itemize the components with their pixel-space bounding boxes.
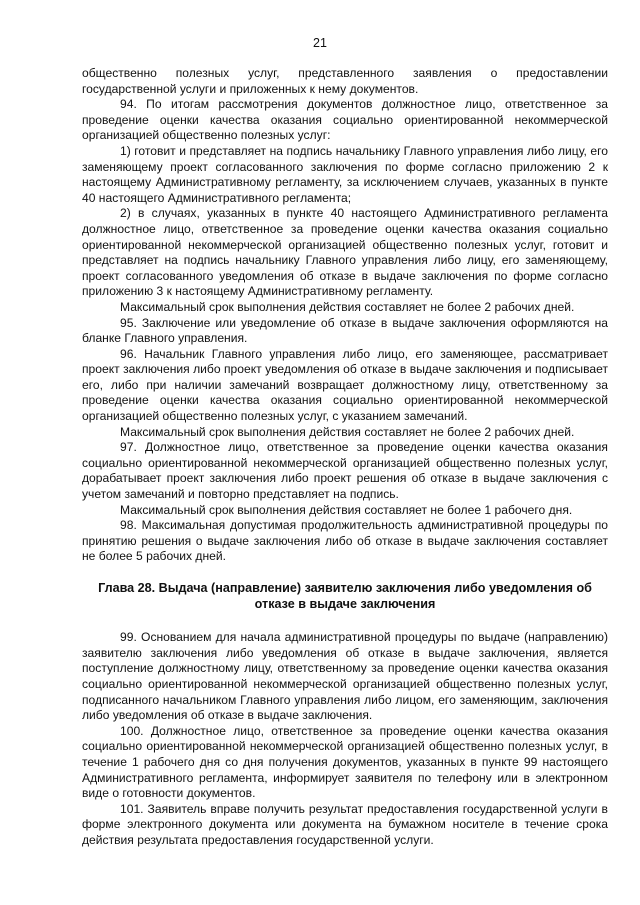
- paragraph-99: 99. Основанием для начала административной процедуры по выдаче (направлению) заявителю заключения либо уведомления об отказе в выдаче заключения, является поступление должностному лицу, ответственному за проведение оценки качества оказания социально ориентированной некоммерческой организацией общественно полезных услуг, подписанного начальником Главного управления либо лицом, его заменяющим, заключения либо уведомления об отказе в выдаче заключения.: [82, 630, 608, 723]
- paragraph-deadline: Максимальный срок выполнения действия составляет не более 1 рабочего дня.: [120, 502, 573, 517]
- paragraph-94-item-2: 2) в случаях, указанных в пункте 40 настоящего Административного регламента должностное лицо, ответственное за проведение оценки качества оказания социально ориентированной некоммерческой организацией общественно полезных услуг, готовит и представляет на подпись начальнику Главного управления либо лицу, его заменяющему, проект согласованного уведомления об отказе в выдаче заключения по форме согласно приложению 3 к настоящему Административному регламенту.: [82, 206, 608, 299]
- paragraph-deadline: Максимальный срок выполнения действия составляет не более 2 рабочих дней.: [120, 424, 575, 439]
- paragraph-98: 98. Максимальная допустимая продолжительность административной процедуры по принятию решения о выдаче заключения либо об отказе в выдаче заключения составляет не более 5 рабочих дней.: [82, 518, 608, 564]
- paragraph-96: 96. Начальник Главного управления либо лицо, его заменяющее, рассматривает проект заключения либо проект уведомления об отказе в выдаче заключения и подписывает его, либо при наличии замечаний возвращает должностному лицу, ответственному за проведение оценки качества оказания социально ориентированной некоммерческой организацией общественно полезных услуг, с указанием замечаний.: [82, 346, 608, 424]
- paragraph-97: 97. Должностное лицо, ответственное за проведение оценки качества оказания социально ориентированной некоммерческой организацией общественно полезных услуг, дорабатывает проект заключения либо проект решения об отказе в выдаче заключения с учетом замечаний и повторно представляет на подпись.: [82, 440, 608, 502]
- paragraph-94-item-1: 1) готовит и представляет на подпись начальнику Главного управления либо лицу, его заменяющему проект согласованного заключения по форме согласно приложению 2 к настоящему Административному регламенту, за исключением случаев, указанных в пункте 40 настоящего Административного регламента;: [82, 143, 608, 205]
- paragraph-94: 94. По итогам рассмотрения документов должностное лицо, ответственное за проведение оценки качества оказания социально ориентированной некоммерческой организацией общественно полезных услуг:: [82, 97, 608, 143]
- paragraph-100: 100. Должностное лицо, ответственное за проведение оценки качества оказания социально ориентированной некоммерческой организацией общественно полезных услуг, в течение 1 рабочего дня со дня получения документов, указанных в пункте 99 настоящего Административного регламента, информирует заявителя по телефону или в электронном виде о готовности документов.: [82, 723, 608, 801]
- chapter-title: Глава 28. Выдача (направление) заявителю заключения либо уведомления об отказе в выдаче заключения: [98, 581, 592, 611]
- document-body: [82, 66, 608, 849]
- paragraph-95: 95. Заключение или уведомление об отказе в выдаче заключения оформляются на бланке Главного управления.: [82, 315, 608, 346]
- paragraph-101: 101. Заявитель вправе получить результат предоставления государственной услуги в форме электронного документа или документа на бумажном носителе в течение срока действия результата предоставления государственной услуги.: [82, 801, 608, 847]
- page-number: 21: [313, 36, 327, 50]
- paragraph-continuation: общественно полезных услуг, представленного заявления о предоставлении государственной услуги и приложенных к нему документов.: [82, 66, 608, 96]
- paragraph-deadline: Максимальный срок выполнения действия составляет не более 2 рабочих дней.: [120, 299, 575, 314]
